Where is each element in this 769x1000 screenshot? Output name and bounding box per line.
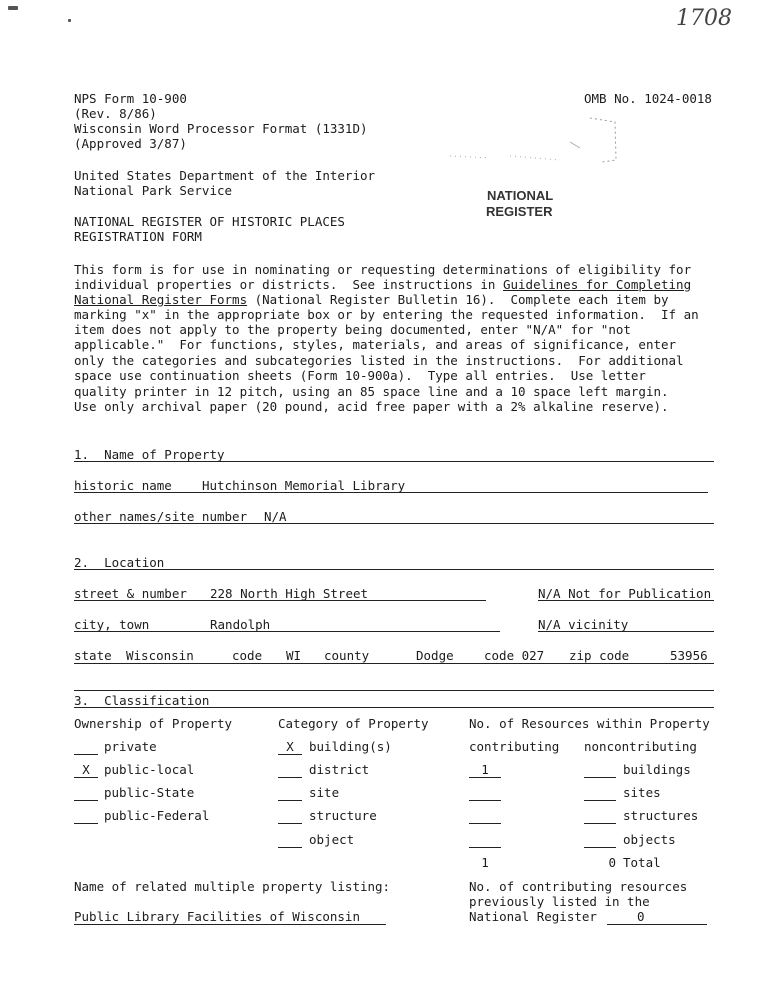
category-site-label: site [309, 785, 340, 800]
form-revision: (Rev. 8/86) [74, 106, 157, 121]
received-stamp-smudge [430, 112, 630, 172]
category-object-label: object [309, 832, 355, 847]
structures-contributing-field[interactable] [469, 808, 501, 824]
ownership-private-checkbox[interactable] [74, 739, 98, 755]
field-rule [538, 600, 714, 601]
category-building-checkbox[interactable]: X [278, 739, 302, 755]
agency: National Park Service [74, 183, 233, 198]
form-format: Wisconsin Word Processor Format (1331D) [74, 121, 368, 136]
structures-noncontributing-field[interactable] [584, 808, 616, 824]
category-object-checkbox[interactable] [278, 832, 302, 848]
field-rule [74, 600, 486, 601]
other-names-field[interactable]: N/A [264, 509, 287, 524]
total-label: Total [623, 855, 661, 870]
field-rule [74, 492, 708, 493]
city-label: city, town [74, 617, 150, 632]
stamp-register: REGISTER [486, 204, 553, 219]
ownership-public-local-label: public-local [104, 762, 195, 777]
previously-listed-label: previously listed in the [469, 894, 650, 909]
instructions-line: applicable." For functions, styles, materials, and areas of significance, enter [74, 337, 677, 352]
section-2-heading: 2. Location [74, 555, 165, 570]
section-rule [74, 461, 714, 462]
state-field[interactable]: Wisconsin [126, 648, 194, 663]
bulletin-title: National Register Forms [74, 292, 248, 307]
zip-label: zip code [569, 648, 630, 663]
street-field[interactable]: 228 North High Street [210, 586, 369, 601]
objects-label: objects [623, 832, 676, 847]
instructions-line: quality printer in 12 pitch, using an 85 space line and a 10 space left margin. [74, 384, 669, 399]
sites-contributing-field[interactable] [469, 785, 501, 801]
section-1-heading: 1. Name of Property [74, 447, 225, 462]
category-building-label: building(s) [309, 739, 392, 754]
handwritten-number: 1708 [676, 6, 732, 31]
state-code-field[interactable]: WI [286, 648, 302, 663]
county-code-field[interactable]: code 027 [484, 648, 545, 663]
instructions-line: This form is for use in nominating or requesting determinations of eligibility for [74, 262, 692, 277]
other-names-label: other names/site number [74, 509, 248, 524]
buildings-contributing-field[interactable]: 1 [469, 762, 501, 778]
guidelines-link: Guidelines for Completing [502, 277, 692, 292]
objects-contributing-field[interactable] [469, 832, 501, 848]
field-rule [74, 631, 500, 632]
category-structure-label: structure [309, 808, 377, 823]
category-site-checkbox[interactable] [278, 785, 302, 801]
field-rule [74, 663, 714, 664]
ownership-public-state-label: public-State [104, 785, 195, 800]
instructions-line: National Register Forms (National Register Bulletin 16). Complete each item by [74, 292, 669, 307]
previously-listed-label: National Register [469, 909, 597, 924]
ownership-public-federal-label: public-Federal [104, 808, 210, 823]
instructions-line: only the categories and subcategories listed in the instructions. For additional [74, 353, 684, 368]
contributing-heading: contributing [469, 739, 560, 754]
noncontributing-heading: noncontributing [584, 739, 697, 754]
structures-label: structures [623, 808, 699, 823]
instructions-line: item does not apply to the property being documented, enter "N/A" for "not [74, 322, 631, 337]
field-rule [74, 523, 714, 524]
previously-listed-field[interactable]: 0 [637, 909, 645, 924]
county-field[interactable]: Dodge [416, 648, 454, 663]
department: United States Department of the Interior [74, 168, 376, 183]
ownership-private-label: private [104, 739, 157, 754]
field-rule [538, 631, 714, 632]
scan-speck [68, 19, 71, 22]
related-listing-field[interactable]: Public Library Facilities of Wisconsin [74, 909, 360, 924]
zip-field[interactable]: 53956 [670, 648, 708, 663]
buildings-noncontributing-field[interactable] [584, 762, 616, 778]
sites-noncontributing-field[interactable] [584, 785, 616, 801]
street-label: street & number [74, 586, 187, 601]
section-rule [74, 569, 714, 570]
category-heading: Category of Property [278, 716, 429, 731]
not-for-publication-field[interactable]: N/A Not for Publication [538, 586, 712, 601]
category-structure-checkbox[interactable] [278, 808, 302, 824]
instructions-line: marking "x" in the appropriate box or by entering the requested information. If an [74, 307, 699, 322]
section-rule [74, 690, 714, 691]
category-district-checkbox[interactable] [278, 762, 302, 778]
sites-label: sites [623, 785, 661, 800]
form-number: NPS Form 10-900 [74, 91, 187, 106]
section-rule [74, 707, 714, 708]
section-3-heading: 3. Classification [74, 693, 210, 708]
register-title: NATIONAL REGISTER OF HISTORIC PLACES [74, 214, 345, 229]
category-district-label: district [309, 762, 370, 777]
buildings-label: buildings [623, 762, 691, 777]
instructions-line: individual properties or districts. See instructions in Guidelines for Completing [74, 277, 692, 292]
state-code-label: code [232, 648, 263, 663]
related-listing-label: Name of related multiple property listing: [74, 879, 391, 894]
historic-name-field[interactable]: Hutchinson Memorial Library [202, 478, 406, 493]
field-rule [607, 924, 707, 925]
county-label: county [324, 648, 370, 663]
resources-heading: No. of Resources within Property [469, 716, 710, 731]
vicinity-field[interactable]: N/A vicinity [538, 617, 629, 632]
ownership-public-state-checkbox[interactable] [74, 785, 98, 801]
total-noncontributing-field[interactable]: 0 [608, 855, 616, 870]
scan-speck [8, 6, 18, 10]
ownership-public-federal-checkbox[interactable] [74, 808, 98, 824]
historic-name-label: historic name [74, 478, 172, 493]
city-field[interactable]: Randolph [210, 617, 271, 632]
form-approved: (Approved 3/87) [74, 136, 187, 151]
stamp-national: NATIONAL [487, 188, 554, 203]
instructions-line: Use only archival paper (20 pound, acid free paper with a 2% alkaline reserve). [74, 399, 669, 414]
form-title: REGISTRATION FORM [74, 229, 202, 244]
state-label: state [74, 648, 112, 663]
ownership-public-local-checkbox[interactable]: X [74, 762, 98, 778]
objects-noncontributing-field[interactable] [584, 832, 616, 848]
field-rule [74, 924, 386, 925]
previously-listed-label: No. of contributing resources [469, 879, 688, 894]
ownership-heading: Ownership of Property [74, 716, 233, 731]
total-contributing-field[interactable]: 1 [481, 855, 489, 870]
instructions-line: space use continuation sheets (Form 10-900a). Type all entries. Use letter [74, 368, 646, 383]
omb-number: OMB No. 1024-0018 [584, 91, 712, 106]
